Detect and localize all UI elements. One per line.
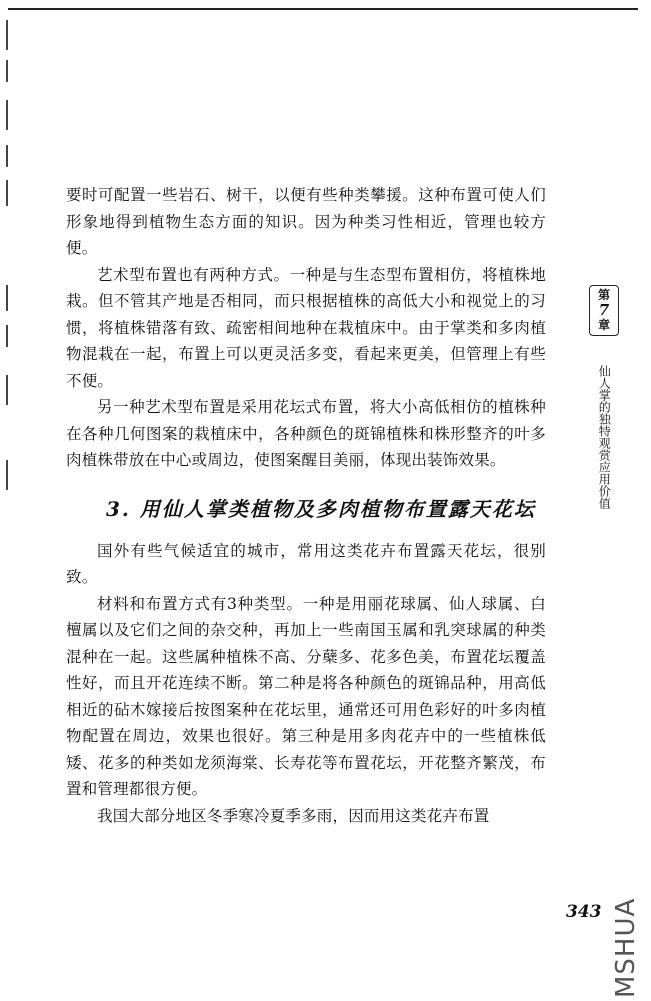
chapter-title: 仙人掌的独特观赏应用价值 (597, 365, 612, 509)
page-number: 343 (566, 902, 602, 922)
chapter-label-top: 第 (597, 288, 610, 302)
left-margin-marks (6, 20, 9, 490)
watermark: MSHUA (611, 897, 641, 998)
paragraph-flowerbed-layout: 另一种艺术型布置是采用花坛式布置，将大小高低相仿的植株种在各种几何图案的栽植床中，各种颜色的斑锦植株和株形整齐的叶多肉植株带放在中心或周边，使图案醒目美丽，体现出装饰效果。 (66, 398, 546, 469)
paragraph-art-layout: 艺术型布置也有两种方式。一种是与生态型布置相仿，将植株地栽。但不管其产地是否相同，而只根据植株的高低大小和视觉上的习惯，将植株错落有致、疏密相间地种在栽植床中。由于掌类和多肉植物混栽在一起，布置上可以更灵活多变，看起来更美，但管理上有些不便。 (66, 265, 546, 390)
chapter-number: 7 (598, 301, 610, 319)
paragraph-materials: 材料和布置方式有3种类型。一种是用丽花球属、仙人球属、白檀属以及它们之间的杂交种，再加上一些南国玉属和乳突球属的种类混种在一起。这些属种植株不高、分蘖多、花多色美，布置花坛覆盖性好，而且开花连续不断。第二种是将各种颜色的斑锦品种，用高低相近的砧木嫁接后按图案种在花坛里，通常还可用色彩好的叶多肉植物配置在周边，效果也很好。第三种是用多肉花卉中的一些植株低矮、花多的种类如龙须海棠、长寿花等布置花坛，开花整齐繁茂，布置和管理都很方便。 (66, 594, 546, 798)
paragraph-continued: 要时可配置一些岩石、树干，以便有些种类攀援。这种布置可使人们形象地得到植物生态方面的知识。因为种类习性相近，管理也较方便。 (66, 186, 546, 257)
paragraph-foreign-cities: 国外有些气候适宜的城市，常用这类花卉布置露天花坛，很别致。 (66, 541, 546, 586)
chapter-box (589, 285, 619, 336)
top-rule (8, 8, 638, 10)
section-heading: 3. 用仙人掌类植物及多肉植物布置露天花坛 (106, 496, 536, 521)
chapter-tab (589, 285, 619, 532)
body-text (66, 182, 546, 829)
paragraph-china-climate: 我国大部分地区冬季寒冷夏季多雨，因而用这类花卉布置 (97, 806, 490, 825)
chapter-label-bottom: 章 (597, 318, 610, 332)
